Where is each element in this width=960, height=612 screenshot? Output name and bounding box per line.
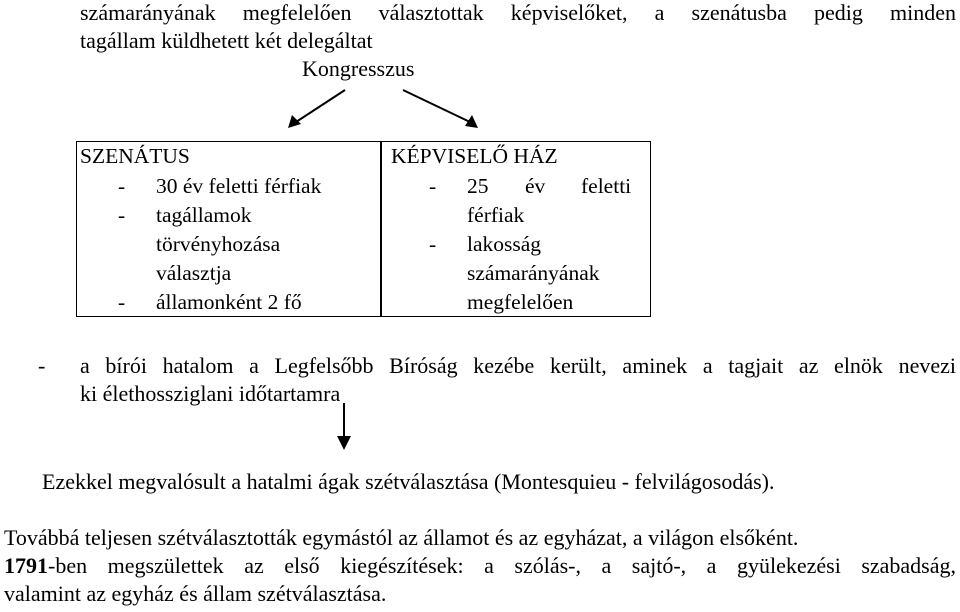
senate-item-2a: tagállamok (156, 203, 252, 227)
house-item-1d: férfiak (467, 203, 525, 227)
arrow-down (337, 403, 351, 450)
senate-item-1: 30 év feletti férfiak (156, 174, 322, 198)
amendments-line-1 (4, 553, 956, 579)
senate-title: SZENÁTUS (80, 144, 190, 168)
senate-content (76, 141, 381, 317)
senate-dash-1: - (118, 174, 126, 198)
amendments-year: 1791 (4, 553, 48, 578)
arrow-to-senate (288, 90, 345, 128)
house-item-1b: év (525, 174, 546, 198)
amendments-line-1-text: -ben megszülettek az első kiegészítések: a szólás-, a sajtó-, a gyülekezési szabadság, (48, 553, 956, 578)
house-title: KÉPVISELŐ HÁZ (391, 144, 558, 168)
intro-line-1: számarányának megfelelően választottak képviselőket, a szenátusba pedig minden (80, 0, 956, 25)
house-content (381, 141, 651, 317)
arrow-to-house (403, 90, 478, 128)
house-item-2a: lakosság (467, 232, 542, 256)
congress-label: Kongresszus (302, 56, 415, 81)
church-state-sentence: Továbbá teljesen szétválasztották egymástól az államot és az egyházat, a világon elsőként. (4, 525, 799, 550)
amendments-line-2: valamint az egyház és állam szétválasztása. (4, 581, 387, 606)
senate-item-2c: választja (156, 261, 232, 285)
intro-line-2: tagállam küldhetett két delegáltat (80, 28, 373, 53)
house-item-1c: feletti (581, 174, 632, 198)
house-item-2b: számarányának (467, 261, 600, 285)
senate-item-3: államonként 2 fő (156, 290, 302, 314)
separation-sentence: Ezekkel megvalósult a hatalmi ágak szétválasztása (Montesquieu - felvilágosodás). (42, 469, 775, 494)
house-item-1a: 25 (467, 174, 489, 198)
house-dash-1: - (429, 174, 437, 198)
judiciary-dash: - (38, 353, 46, 378)
senate-dash-3: - (118, 290, 126, 314)
senate-item-2b: törvényhozása (156, 232, 281, 256)
house-item-2c: megfelelően (467, 290, 574, 314)
judiciary-line-2: ki élethossziglani időtartamra (80, 381, 341, 406)
senate-dash-2: - (118, 203, 126, 227)
judiciary-line-1: a bírói hatalom a Legfelsőbb Bíróság kezébe került, aminek a tagjait az elnök nevezi (80, 353, 956, 378)
house-dash-2: - (429, 232, 437, 256)
